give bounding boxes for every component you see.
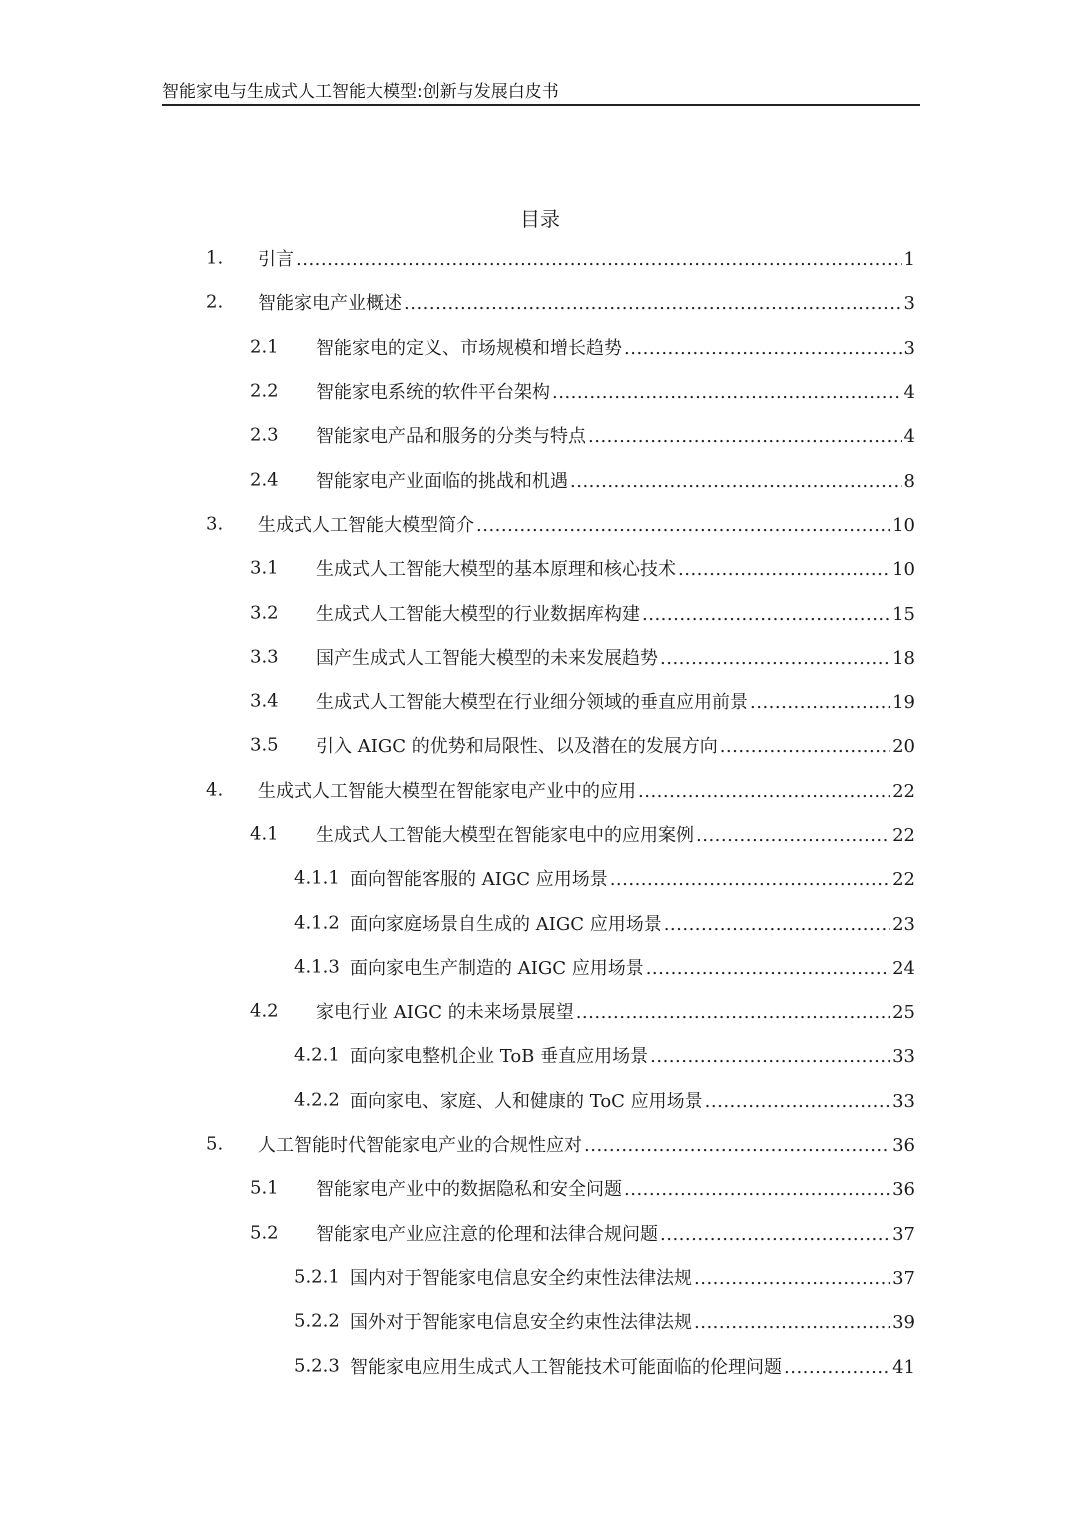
toc-entry-line bbox=[350, 1264, 915, 1290]
dot-leader bbox=[296, 249, 902, 270]
dot-leader bbox=[784, 1357, 890, 1378]
toc-entry-title: 生成式人工智能大模型简介 bbox=[258, 514, 474, 536]
toc-entry[interactable] bbox=[0, 723, 1080, 767]
toc-entry-line bbox=[258, 777, 915, 803]
toc-entry-title: 智能家电的定义、市场规模和增长趋势 bbox=[316, 337, 622, 359]
dot-leader bbox=[650, 1046, 890, 1067]
toc-entry-line bbox=[316, 555, 915, 581]
toc-entry-title: 智能家电系统的软件平台架构 bbox=[316, 382, 550, 404]
toc-entry-title: 面向家电、家庭、人和健康的 ToC 应用场景 bbox=[350, 1090, 703, 1112]
toc-entry[interactable] bbox=[0, 590, 1080, 634]
dot-leader bbox=[750, 692, 890, 713]
toc-entry-number: 3.4 bbox=[250, 690, 279, 712]
toc-entry-title: 引入 AIGC 的优势和局限性、以及潜在的发展方向 bbox=[316, 736, 718, 758]
toc-entry-title: 面向智能客服的 AIGC 应用场景 bbox=[350, 869, 608, 891]
toc-entry-title: 国外对于智能家电信息安全约束性法律法规 bbox=[350, 1312, 692, 1334]
dot-leader bbox=[588, 426, 902, 447]
toc-entry-page-number: 36 bbox=[892, 1179, 915, 1201]
toc-entry[interactable] bbox=[0, 457, 1080, 501]
toc-entry[interactable] bbox=[0, 1343, 1080, 1387]
toc-entry-number: 4.1.3 bbox=[294, 956, 340, 978]
toc-entry-line bbox=[316, 998, 915, 1024]
toc-entry-title: 面向家庭场景自生成的 AIGC 应用场景 bbox=[350, 913, 662, 935]
toc-entry-line bbox=[350, 865, 915, 891]
toc-entry-page-number: 24 bbox=[892, 957, 915, 979]
toc-entry[interactable] bbox=[0, 280, 1080, 324]
toc-entry-line bbox=[350, 1042, 915, 1068]
toc-entry-line bbox=[316, 732, 915, 758]
toc-entry-page-number: 41 bbox=[892, 1356, 915, 1378]
toc-entry-page-number: 37 bbox=[892, 1267, 915, 1289]
toc-entry-title: 人工智能时代智能家电产业的合规性应对 bbox=[258, 1135, 582, 1157]
toc-entry-page-number: 37 bbox=[892, 1223, 915, 1245]
toc-entry-page-number: 36 bbox=[892, 1135, 915, 1157]
toc-entry-number: 4.2 bbox=[250, 1000, 279, 1022]
toc-entry-line bbox=[316, 821, 915, 847]
toc-entry[interactable] bbox=[0, 989, 1080, 1033]
toc-entry-page-number: 19 bbox=[892, 692, 915, 714]
toc-entry-page-number: 20 bbox=[892, 736, 915, 758]
dot-leader bbox=[642, 604, 890, 625]
toc-entry-number: 3.1 bbox=[250, 557, 279, 579]
toc-entry-title: 生成式人工智能大模型在行业细分领域的垂直应用前景 bbox=[316, 692, 748, 714]
toc-entry-number: 4.2.2 bbox=[294, 1089, 340, 1111]
toc-entry-number: 2.3 bbox=[250, 424, 279, 446]
dot-leader bbox=[624, 1179, 890, 1200]
dot-leader bbox=[694, 1312, 890, 1333]
toc-entry-page-number: 23 bbox=[892, 913, 915, 935]
toc-entry-title: 生成式人工智能大模型在智能家电产业中的应用 bbox=[258, 780, 636, 802]
toc-entry-line bbox=[316, 467, 915, 493]
toc-entry-number: 3. bbox=[206, 513, 224, 535]
toc-entry[interactable] bbox=[0, 1078, 1080, 1122]
toc-title: 目录 bbox=[520, 207, 560, 231]
dot-leader bbox=[646, 958, 890, 979]
dot-leader bbox=[678, 559, 890, 580]
toc-entry-title: 智能家电应用生成式人工智能技术可能面临的伦理问题 bbox=[350, 1356, 782, 1378]
dot-leader bbox=[624, 338, 902, 359]
toc-entry-number: 4.1 bbox=[250, 823, 279, 845]
toc-entry-page-number: 4 bbox=[903, 382, 915, 404]
toc-entry-line bbox=[316, 422, 915, 448]
toc-entry-page-number: 4 bbox=[903, 426, 915, 448]
toc-entry-page-number: 1 bbox=[903, 249, 915, 271]
toc-entry-number: 4.1.1 bbox=[294, 867, 340, 889]
toc-entry-title: 生成式人工智能大模型在智能家电中的应用案例 bbox=[316, 825, 694, 846]
toc-entry[interactable] bbox=[0, 1166, 1080, 1210]
toc-entry-page-number: 18 bbox=[892, 647, 915, 669]
dot-leader bbox=[720, 736, 890, 757]
toc-entry-line bbox=[316, 1220, 915, 1246]
toc-entry[interactable] bbox=[0, 369, 1080, 413]
toc-entry-title: 家电行业 AIGC 的未来场景展望 bbox=[316, 1002, 574, 1024]
toc-entry-page-number: 8 bbox=[903, 470, 915, 492]
toc-entry-number: 4. bbox=[206, 779, 224, 801]
toc-entry[interactable] bbox=[0, 900, 1080, 944]
toc-entry-number: 5.2 bbox=[250, 1222, 279, 1244]
toc-entry-title: 智能家电产业中的数据隐私和安全问题 bbox=[316, 1179, 622, 1201]
toc-entry-line bbox=[350, 1308, 915, 1334]
toc-entry-number: 5.1 bbox=[250, 1177, 279, 1199]
toc-entry-line bbox=[350, 1353, 915, 1379]
toc-entry-line bbox=[316, 378, 915, 404]
dot-leader bbox=[705, 1091, 890, 1112]
toc-entry-number: 5.2.1 bbox=[294, 1266, 340, 1288]
toc-entry[interactable] bbox=[0, 812, 1080, 856]
dot-leader bbox=[576, 1002, 890, 1023]
toc-entry-page-number: 22 bbox=[892, 825, 915, 846]
toc-entry-title: 面向家电整机企业 ToB 垂直应用场景 bbox=[350, 1046, 649, 1068]
toc-entry-number: 5.2.2 bbox=[294, 1310, 340, 1332]
dot-leader bbox=[638, 781, 890, 802]
toc-entry-title: 智能家电产业面临的挑战和机遇 bbox=[316, 470, 568, 492]
page-header: 智能家电与生成式人工智能大模型:创新与发展白皮书 bbox=[162, 82, 559, 102]
toc-entry[interactable] bbox=[0, 856, 1080, 900]
dot-leader bbox=[610, 869, 890, 890]
toc-entry[interactable] bbox=[0, 413, 1080, 457]
toc-entry-number: 5.2.3 bbox=[294, 1355, 340, 1377]
toc-entry-title: 智能家电产品和服务的分类与特点 bbox=[316, 426, 586, 448]
toc-entry[interactable] bbox=[0, 1255, 1080, 1299]
dot-leader bbox=[584, 1135, 890, 1156]
toc-entry-number: 5. bbox=[206, 1133, 224, 1155]
toc-entry-title: 引言 bbox=[258, 249, 294, 271]
toc-entry-title: 国产生成式人工智能大模型的未来发展趋势 bbox=[316, 647, 658, 669]
table-of-contents bbox=[0, 236, 1080, 1388]
toc-entry-page-number: 15 bbox=[892, 603, 915, 625]
header-divider bbox=[162, 104, 920, 106]
toc-entry-line bbox=[350, 954, 915, 980]
dot-leader bbox=[660, 1224, 890, 1245]
toc-entry-title: 国内对于智能家电信息安全约束性法律法规 bbox=[350, 1267, 692, 1289]
toc-entry-page-number: 22 bbox=[892, 780, 915, 802]
toc-entry-line bbox=[316, 688, 915, 714]
dot-leader bbox=[570, 471, 902, 492]
dot-leader bbox=[476, 515, 890, 536]
toc-entry-page-number: 3 bbox=[903, 337, 915, 359]
toc-entry-line bbox=[258, 1131, 915, 1157]
toc-entry-line bbox=[258, 289, 915, 315]
dot-leader bbox=[660, 648, 890, 669]
toc-entry-page-number: 10 bbox=[892, 559, 915, 581]
toc-entry-number: 2.2 bbox=[250, 380, 279, 402]
toc-entry-page-number: 33 bbox=[892, 1090, 915, 1112]
toc-entry[interactable] bbox=[0, 635, 1080, 679]
toc-entry-page-number: 39 bbox=[892, 1312, 915, 1334]
toc-entry-number: 4.1.2 bbox=[294, 912, 340, 934]
toc-entry-number: 2.1 bbox=[250, 336, 279, 358]
toc-entry-page-number: 33 bbox=[892, 1046, 915, 1068]
toc-entry-line bbox=[258, 511, 915, 537]
toc-entry-page-number: 10 bbox=[892, 514, 915, 536]
toc-entry-page-number: 3 bbox=[903, 293, 915, 315]
toc-entry[interactable] bbox=[0, 768, 1080, 812]
toc-entry-number: 1. bbox=[206, 247, 224, 269]
toc-entry-number: 3.3 bbox=[250, 646, 279, 668]
toc-entry-line bbox=[316, 644, 915, 670]
toc-entry[interactable] bbox=[0, 945, 1080, 989]
toc-entry-number: 2.4 bbox=[250, 469, 279, 491]
toc-entry[interactable] bbox=[0, 1299, 1080, 1343]
toc-entry-line bbox=[350, 910, 915, 936]
toc-entry-line bbox=[350, 1087, 915, 1113]
toc-entry-title: 智能家电产业应注意的伦理和法律合规问题 bbox=[316, 1223, 658, 1245]
toc-entry-title: 生成式人工智能大模型的行业数据库构建 bbox=[316, 603, 640, 625]
toc-entry-number: 3.2 bbox=[250, 602, 279, 624]
toc-entry[interactable] bbox=[0, 325, 1080, 369]
toc-entry[interactable] bbox=[0, 502, 1080, 546]
toc-entry[interactable] bbox=[0, 679, 1080, 723]
toc-entry-number: 3.5 bbox=[250, 734, 279, 756]
toc-entry-page-number: 25 bbox=[892, 1002, 915, 1024]
toc-entry[interactable] bbox=[0, 236, 1080, 280]
toc-entry[interactable] bbox=[0, 546, 1080, 590]
toc-entry-number: 2. bbox=[206, 291, 224, 313]
toc-entry[interactable] bbox=[0, 1033, 1080, 1077]
dot-leader bbox=[696, 825, 890, 846]
dot-leader bbox=[552, 382, 902, 403]
toc-entry-line bbox=[316, 334, 915, 360]
toc-entry-page-number: 22 bbox=[892, 869, 915, 891]
dot-leader bbox=[694, 1268, 890, 1289]
toc-entry-title: 生成式人工智能大模型的基本原理和核心技术 bbox=[316, 559, 676, 581]
toc-entry-title: 面向家电生产制造的 AIGC 应用场景 bbox=[350, 957, 644, 979]
dot-leader bbox=[664, 914, 890, 935]
toc-entry-number: 4.2.1 bbox=[294, 1044, 340, 1066]
toc-entry-line bbox=[258, 245, 915, 271]
toc-entry-title: 智能家电产业概述 bbox=[258, 293, 402, 315]
toc-entry-line bbox=[316, 600, 915, 626]
toc-entry[interactable] bbox=[0, 1211, 1080, 1255]
dot-leader bbox=[404, 293, 902, 314]
toc-entry-line bbox=[316, 1175, 915, 1201]
toc-entry[interactable] bbox=[0, 1122, 1080, 1166]
